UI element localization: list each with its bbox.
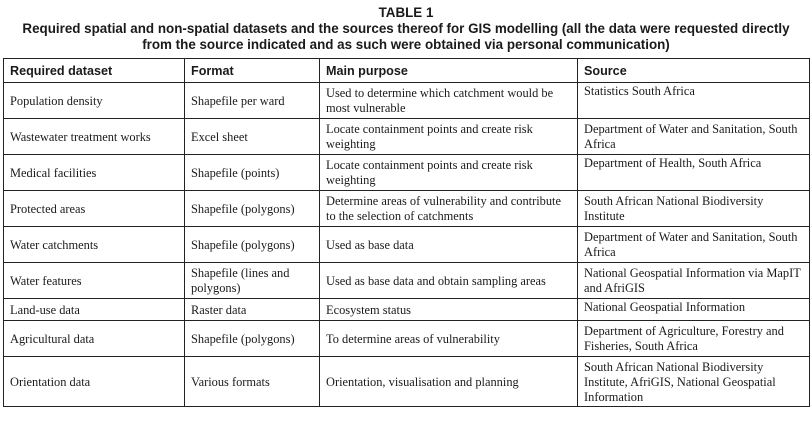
cell-purpose: To determine areas of vulnerability xyxy=(320,321,578,357)
cell-source: National Geospatial Information via MapIT and AfriGIS xyxy=(578,263,810,299)
cell-purpose: Used to determine which catchment would be most vulnerable xyxy=(320,83,578,119)
cell-source: Statistics South Africa xyxy=(578,83,810,119)
cell-purpose: Used as base data and obtain sampling areas xyxy=(320,263,578,299)
cell-format: Shapefile (lines and polygons) xyxy=(185,263,320,299)
cell-format: Shapefile (polygons) xyxy=(185,227,320,263)
cell-purpose: Locate containment points and create risk weighting xyxy=(320,119,578,155)
table-row xyxy=(4,263,810,299)
cell-purpose: Ecosystem status xyxy=(320,299,578,321)
table-row xyxy=(4,191,810,227)
table-row xyxy=(4,299,810,321)
cell-dataset: Orientation data xyxy=(4,357,185,407)
cell-source: Department of Health, South Africa xyxy=(578,155,810,191)
cell-dataset: Medical facilities xyxy=(4,155,185,191)
cell-dataset: Land-use data xyxy=(4,299,185,321)
cell-purpose: Locate containment points and create risk weighting xyxy=(320,155,578,191)
table-row xyxy=(4,357,810,407)
cell-source: Department of Water and Sanitation, South Africa xyxy=(578,119,810,155)
header-source: Source xyxy=(578,59,810,83)
cell-source: Department of Agriculture, Forestry and Fisheries, South Africa xyxy=(578,321,810,357)
table-title: Required spatial and non-spatial datasets and the sources thereof for GIS modelling (all the data were requested directly from the source indicated and as such were obtained via personal communication) xyxy=(22,21,790,52)
cell-source: South African National Biodiversity Institute xyxy=(578,191,810,227)
cell-format: Various formats xyxy=(185,357,320,407)
cell-dataset: Agricultural data xyxy=(4,321,185,357)
cell-dataset: Protected areas xyxy=(4,191,185,227)
cell-format: Excel sheet xyxy=(185,119,320,155)
table-row xyxy=(4,119,810,155)
cell-source: National Geospatial Information xyxy=(578,299,810,321)
header-required-dataset: Required dataset xyxy=(4,59,185,83)
cell-dataset: Wastewater treatment works xyxy=(4,119,185,155)
cell-format: Shapefile (polygons) xyxy=(185,321,320,357)
cell-source: Department of Water and Sanitation, South Africa xyxy=(578,227,810,263)
table-caption xyxy=(0,5,812,53)
table-header-row xyxy=(4,59,810,83)
cell-purpose: Orientation, visualisation and planning xyxy=(320,357,578,407)
datasets-table xyxy=(3,58,810,407)
cell-source: South African National Biodiversity Institute, AfriGIS, National Geospatial Information xyxy=(578,357,810,407)
cell-format: Shapefile (points) xyxy=(185,155,320,191)
cell-dataset: Water catchments xyxy=(4,227,185,263)
table-row xyxy=(4,83,810,119)
cell-format: Raster data xyxy=(185,299,320,321)
cell-dataset: Water features xyxy=(4,263,185,299)
table-label: TABLE 1 xyxy=(378,5,434,20)
table-row xyxy=(4,155,810,191)
cell-format: Shapefile per ward xyxy=(185,83,320,119)
table-row xyxy=(4,227,810,263)
header-format: Format xyxy=(185,59,320,83)
table-row xyxy=(4,321,810,357)
cell-purpose: Used as base data xyxy=(320,227,578,263)
cell-purpose: Determine areas of vulnerability and contribute to the selection of catchments xyxy=(320,191,578,227)
cell-format: Shapefile (polygons) xyxy=(185,191,320,227)
cell-dataset: Population density xyxy=(4,83,185,119)
header-main-purpose: Main purpose xyxy=(320,59,578,83)
